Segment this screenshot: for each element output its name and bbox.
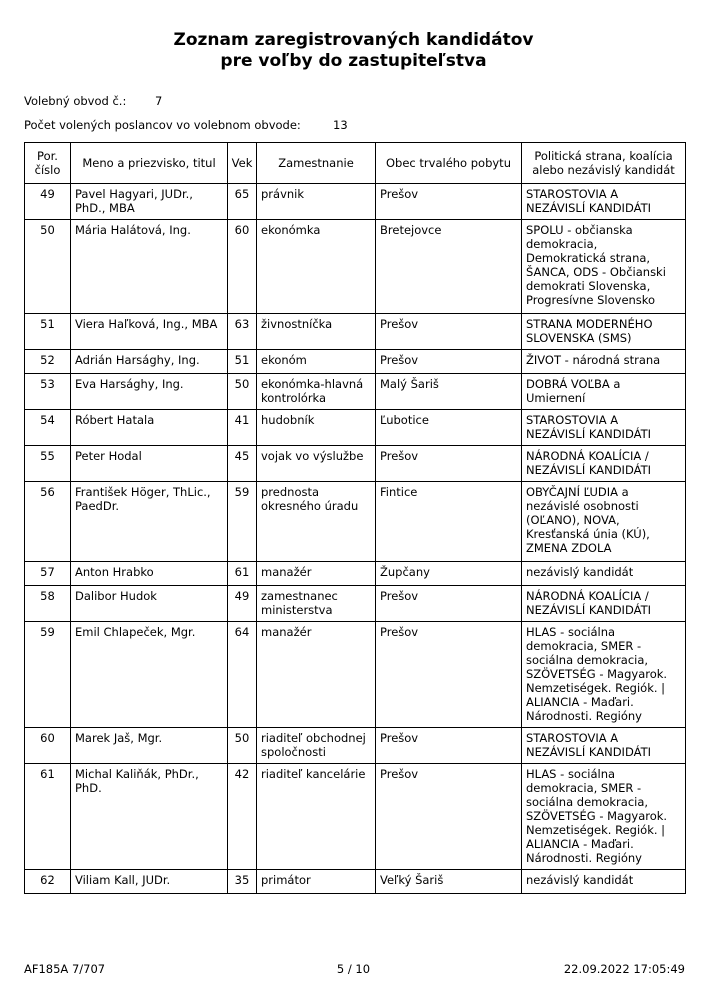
cell-name: Eva Harsághy, Ing. [71, 374, 228, 410]
cell-number: 62 [25, 870, 71, 894]
col-header-party: Politická strana, koalícia alebo nezávislý kandidát [522, 143, 686, 184]
table-row [25, 586, 686, 622]
cell-occupation: ekonómka-hlavná kontrolórka [257, 374, 376, 410]
cell-name: Anton Hrabko [71, 562, 228, 586]
cell-number: 59 [25, 622, 71, 728]
footer-form-code: AF185A 7/707 [24, 962, 106, 976]
cell-name: Dalibor Hudok [71, 586, 228, 622]
table-row [25, 184, 686, 220]
cell-number: 56 [25, 482, 71, 562]
cell-number: 54 [25, 410, 71, 446]
cell-party: NÁRODNÁ KOALÍCIA / NEZÁVISLÍ KANDIDÁTI [522, 586, 686, 622]
cell-occupation: ekonóm [257, 350, 376, 374]
col-header-number: Por. číslo [25, 143, 71, 184]
cell-party: HLAS - sociálna demokracia, SMER - sociálna demokracia, SZÖVETSÉG - Magyarok. Nemzetiségek. Regiók. | ALIANCIA - Maďari. Národnosti. Regióny [522, 622, 686, 728]
title-line-1: Zoznam zaregistrovaných kandidátov [173, 30, 534, 50]
table-row [25, 482, 686, 562]
cell-party: STRANA MODERNÉHO SLOVENSKA (SMS) [522, 314, 686, 350]
cell-age: 50 [228, 728, 257, 764]
cell-occupation: riaditeľ kancelárie [257, 764, 376, 870]
cell-occupation: prednosta okresného úradu [257, 482, 376, 562]
cell-number: 57 [25, 562, 71, 586]
cell-age: 50 [228, 374, 257, 410]
document-title [0, 30, 707, 72]
col-header-occupation: Zamestnanie [257, 143, 376, 184]
cell-name: Viliam Kall, JUDr. [71, 870, 228, 894]
cell-occupation: právnik [257, 184, 376, 220]
cell-residence: Veľký Šariš [376, 870, 522, 894]
cell-age: 49 [228, 586, 257, 622]
table-header-row [25, 143, 686, 184]
cell-residence: Malý Šariš [376, 374, 522, 410]
cell-party: SPOLU - občianska demokracia, Demokratická strana, ŠANCA, ODS - Občianski demokrati Slovenska, Progresívne Slovensko [522, 220, 686, 314]
cell-occupation: vojak vo výslužbe [257, 446, 376, 482]
cell-residence: Ľubotice [376, 410, 522, 446]
cell-occupation: manažér [257, 622, 376, 728]
cell-age: 65 [228, 184, 257, 220]
cell-name: Adrián Harsághy, Ing. [71, 350, 228, 374]
cell-age: 35 [228, 870, 257, 894]
cell-age: 51 [228, 350, 257, 374]
cell-number: 53 [25, 374, 71, 410]
seats-label: Počet volených poslancov vo volebnom obvode: [24, 118, 301, 132]
cell-name: Pavel Hagyari, JUDr., PhD., MBA [71, 184, 228, 220]
cell-name: Marek Jaš, Mgr. [71, 728, 228, 764]
cell-residence: Prešov [376, 184, 522, 220]
cell-party: STAROSTOVIA A NEZÁVISLÍ KANDIDÁTI [522, 410, 686, 446]
col-header-residence: Obec trvalého pobytu [376, 143, 522, 184]
table-row [25, 350, 686, 374]
cell-age: 45 [228, 446, 257, 482]
cell-number: 61 [25, 764, 71, 870]
cell-number: 51 [25, 314, 71, 350]
cell-name: Mária Halátová, Ing. [71, 220, 228, 314]
cell-party: ŽIVOT - národná strana [522, 350, 686, 374]
cell-age: 60 [228, 220, 257, 314]
cell-residence: Prešov [376, 622, 522, 728]
cell-party: NÁRODNÁ KOALÍCIA / NEZÁVISLÍ KANDIDÁTI [522, 446, 686, 482]
cell-party: STAROSTOVIA A NEZÁVISLÍ KANDIDÁTI [522, 184, 686, 220]
district-label: Volebný obvod č.: [24, 94, 127, 108]
table-row [25, 374, 686, 410]
cell-name: Michal Kaliňák, PhDr., PhD. [71, 764, 228, 870]
cell-occupation: živnostníčka [257, 314, 376, 350]
cell-party: HLAS - sociálna demokracia, SMER - sociálna demokracia, SZÖVETSÉG - Magyarok. Nemzetiségek. Regiók. | ALIANCIA - Maďari. Národnosti. Regióny [522, 764, 686, 870]
cell-age: 64 [228, 622, 257, 728]
cell-occupation: ekonómka [257, 220, 376, 314]
footer-page-number: 5 / 10 [336, 962, 371, 976]
cell-number: 49 [25, 184, 71, 220]
cell-number: 50 [25, 220, 71, 314]
cell-residence: Prešov [376, 350, 522, 374]
cell-name: Peter Hodal [71, 446, 228, 482]
cell-party: DOBRÁ VOĽBA a Umiernení [522, 374, 686, 410]
cell-age: 63 [228, 314, 257, 350]
district-row [24, 94, 163, 108]
table-row [25, 870, 686, 894]
cell-number: 60 [25, 728, 71, 764]
cell-residence: Prešov [376, 314, 522, 350]
cell-occupation: zamestnanec ministerstva [257, 586, 376, 622]
cell-age: 42 [228, 764, 257, 870]
footer-timestamp: 22.09.2022 17:05:49 [563, 962, 685, 976]
cell-number: 55 [25, 446, 71, 482]
cell-residence: Fintice [376, 482, 522, 562]
table-row [25, 728, 686, 764]
cell-residence: Župčany [376, 562, 522, 586]
cell-number: 52 [25, 350, 71, 374]
table-row [25, 410, 686, 446]
table-row [25, 314, 686, 350]
table-row [25, 220, 686, 314]
cell-party: STAROSTOVIA A NEZÁVISLÍ KANDIDÁTI [522, 728, 686, 764]
cell-occupation: manažér [257, 562, 376, 586]
seats-row [24, 118, 348, 132]
col-header-name: Meno a priezvisko, titul [71, 143, 228, 184]
cell-occupation: hudobník [257, 410, 376, 446]
cell-name: František Höger, ThLic., PaedDr. [71, 482, 228, 562]
table-row [25, 562, 686, 586]
cell-name: Viera Haľková, Ing., MBA [71, 314, 228, 350]
cell-residence: Prešov [376, 446, 522, 482]
seats-value: 13 [333, 118, 348, 132]
cell-party: OBYČAJNÍ ĽUDIA a nezávislé osobnosti (OĽANO), NOVA, Kresťanská únia (KÚ), ZMENA ZDOLA [522, 482, 686, 562]
cell-age: 61 [228, 562, 257, 586]
cell-residence: Bretejovce [376, 220, 522, 314]
cell-party: nezávislý kandidát [522, 870, 686, 894]
table-row [25, 622, 686, 728]
cell-occupation: primátor [257, 870, 376, 894]
cell-residence: Prešov [376, 764, 522, 870]
candidates-table [24, 142, 686, 894]
title-line-2: pre voľby do zastupiteľstva [220, 51, 487, 71]
cell-age: 41 [228, 410, 257, 446]
district-value: 7 [155, 94, 163, 108]
cell-occupation: riaditeľ obchodnej spoločnosti [257, 728, 376, 764]
table-row [25, 764, 686, 870]
cell-age: 59 [228, 482, 257, 562]
cell-name: Emil Chlapeček, Mgr. [71, 622, 228, 728]
cell-party: nezávislý kandidát [522, 562, 686, 586]
table-row [25, 446, 686, 482]
cell-name: Róbert Hatala [71, 410, 228, 446]
col-header-age: Vek [228, 143, 257, 184]
cell-number: 58 [25, 586, 71, 622]
cell-residence: Prešov [376, 586, 522, 622]
cell-residence: Prešov [376, 728, 522, 764]
